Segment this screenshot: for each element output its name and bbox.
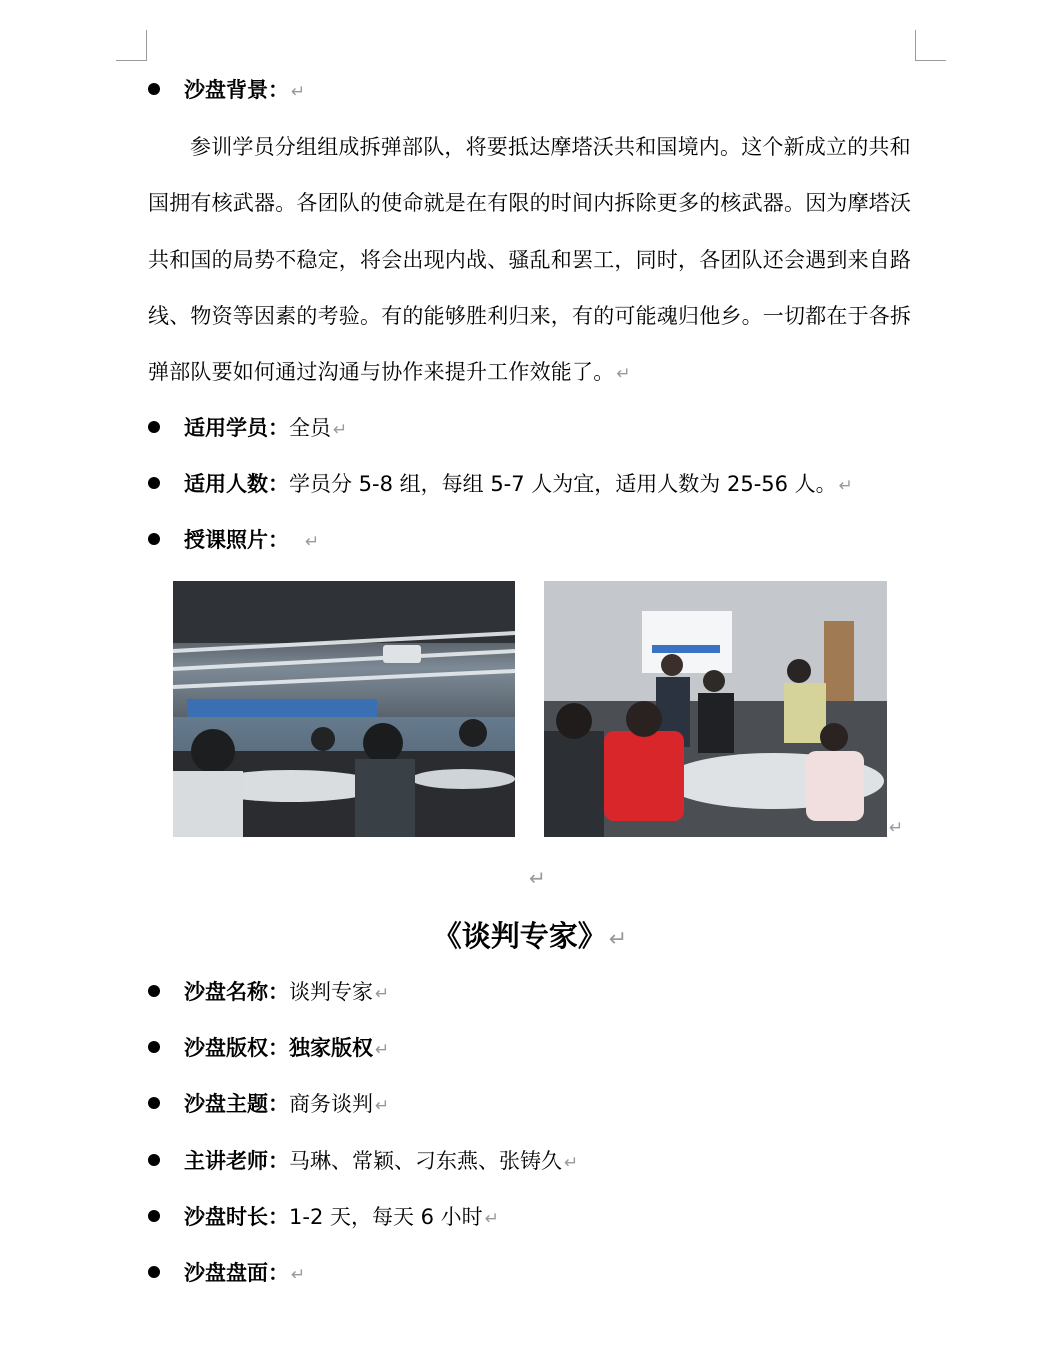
background-heading [148, 74, 305, 106]
bullet-icon [148, 1266, 160, 1278]
applicable-count-value: 学员分 5-8 组，每组 5-7 人为宜，适用人数为 25-56 人。 [289, 472, 837, 496]
detail-item-board [148, 1257, 305, 1289]
training-photo-2 [544, 581, 887, 837]
bullet-icon [148, 83, 160, 95]
empty-paragraph-mark-icon: ↵ [529, 866, 546, 890]
training-photo-1-illustration [173, 581, 515, 837]
detail-label: 主讲老师： [184, 1149, 289, 1173]
detail-value: 谈判专家 [289, 980, 373, 1004]
paragraph-mark-icon: ↵ [375, 984, 390, 1004]
bullet-icon [148, 533, 160, 545]
detail-label: 沙盘版权： [184, 1036, 289, 1060]
background-paragraph-line-2: 国拥有核武器。各团队的使命就是在有限的时间内拆除更多的核武器。因为摩塔沃 [148, 191, 912, 215]
applicable-trainees-label: 适用学员： [184, 416, 289, 440]
paragraph-mark-icon: ↵ [616, 364, 631, 384]
background-paragraph-line-5-text: 弹部队要如何通过沟通与协作来提升工作效能了。 [148, 360, 615, 384]
bullet-icon [148, 985, 160, 997]
section-title [0, 914, 1060, 958]
training-photo-1 [173, 581, 515, 837]
bullet-icon [148, 1097, 160, 1109]
background-paragraph-line-5 [148, 355, 918, 389]
paragraph-mark-icon: ↵ [375, 1040, 390, 1060]
background-label: 沙盘背景： [184, 78, 289, 102]
detail-item-copyright [148, 1032, 389, 1064]
applicable-count-item [148, 468, 853, 500]
paragraph-mark-icon: ↵ [564, 1153, 579, 1173]
photos-label: 授课照片： [184, 528, 289, 552]
background-paragraph-line-3: 共和国的局势不稳定，将会出现内战、骚乱和罢工，同时，各团队还会遇到来自路 [148, 248, 912, 272]
bullet-icon [148, 421, 160, 433]
paragraph-mark-icon: ↵ [608, 927, 628, 952]
bullet-icon [148, 1154, 160, 1166]
training-photo-2-illustration [544, 581, 887, 837]
photos-heading [148, 524, 319, 556]
section-title-text: 《谈判专家》 [432, 919, 607, 953]
applicable-trainees-item [148, 412, 347, 444]
paragraph-mark-icon: ↵ [291, 82, 306, 102]
bullet-icon [148, 477, 160, 489]
detail-value: 马琳、常颖、刁东燕、张铸久 [289, 1149, 562, 1173]
detail-item-duration [148, 1201, 499, 1233]
paragraph-mark-icon: ↵ [375, 1096, 390, 1116]
paragraph-mark-icon: ↵ [333, 420, 348, 440]
page-corner-mark-right [915, 30, 946, 61]
page-corner-mark-left [116, 30, 147, 61]
detail-item-theme [148, 1088, 389, 1120]
detail-value: 商务谈判 [289, 1092, 373, 1116]
detail-item-name [148, 976, 389, 1008]
detail-label: 沙盘名称： [184, 980, 289, 1004]
detail-label: 沙盘时长： [184, 1205, 289, 1229]
detail-value: 1-2 天，每天 6 小时 [289, 1205, 483, 1229]
bullet-icon [148, 1041, 160, 1053]
paragraph-mark-icon: ↵ [305, 532, 320, 552]
detail-item-teachers [148, 1145, 578, 1177]
bullet-icon [148, 1210, 160, 1222]
detail-label: 沙盘盘面： [184, 1261, 289, 1285]
paragraph-mark-icon: ↵ [838, 476, 853, 496]
applicable-trainees-value: 全员 [289, 416, 331, 440]
paragraph-mark-icon: ↵ [889, 818, 904, 838]
applicable-count-label: 适用人数： [184, 472, 289, 496]
background-paragraph-line-4: 线、物资等因素的考验。有的能够胜利归来，有的可能魂归他乡。一切都在于各拆 [148, 304, 912, 328]
paragraph-mark-icon: ↵ [291, 1265, 306, 1285]
detail-value: 独家版权 [289, 1036, 373, 1060]
paragraph-mark-icon: ↵ [484, 1209, 499, 1229]
detail-label: 沙盘主题： [184, 1092, 289, 1116]
background-paragraph-line-1: 参训学员分组组成拆弹部队，将要抵达摩塔沃共和国境内。这个新成立的共和 [190, 135, 911, 159]
